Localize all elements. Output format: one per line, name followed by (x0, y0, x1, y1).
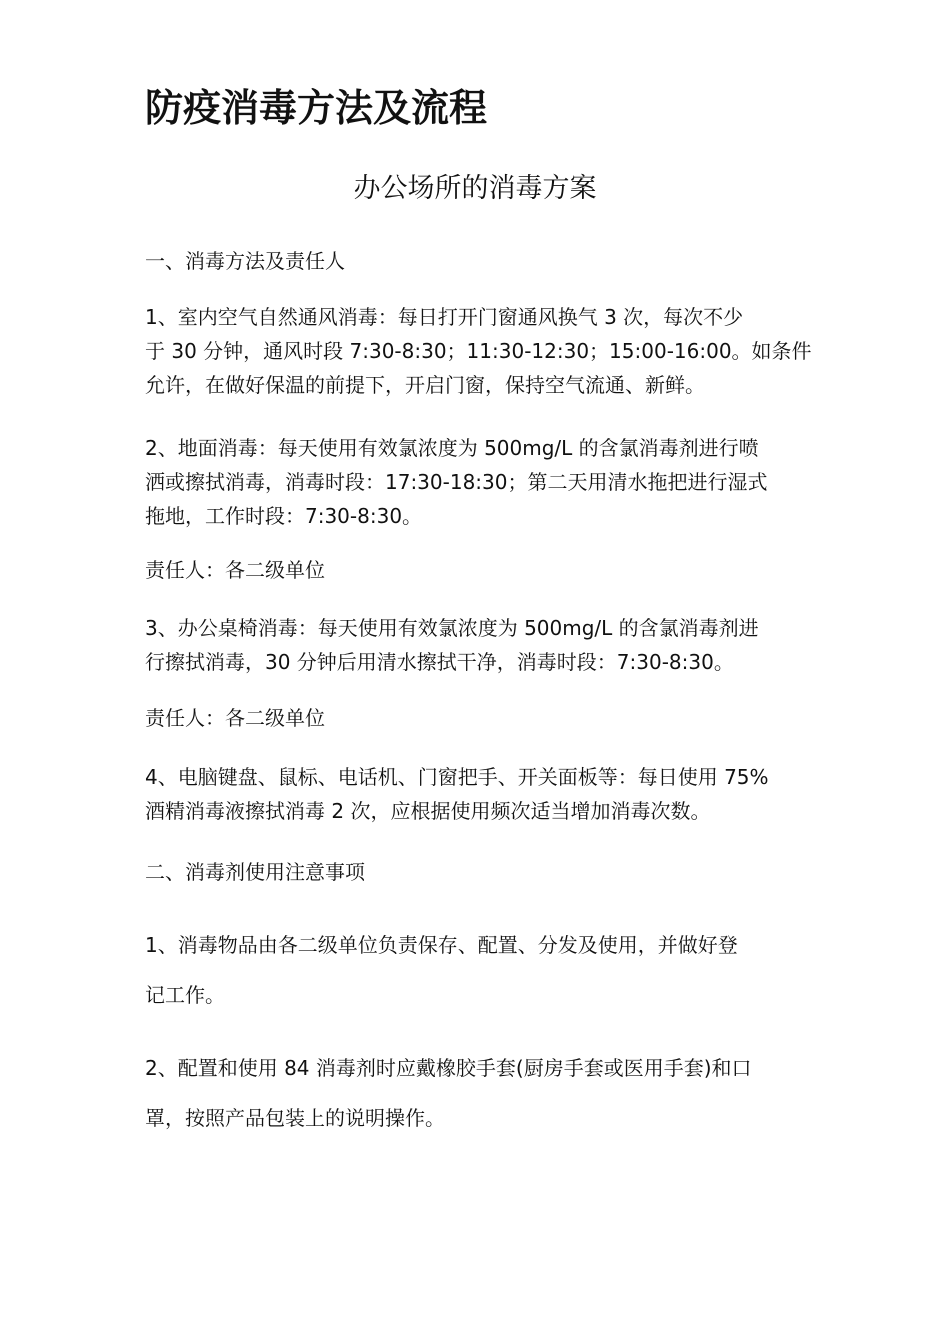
section-1-item-1 (145, 300, 813, 402)
paragraph-line: 2、配置和使用 84 消毒剂时应戴橡胶手套(厨房手套或医用手套)和口 (145, 1056, 752, 1080)
paragraph-line: 4、电脑键盘、鼠标、电话机、门窗把手、开关面板等：每日使用 75% (145, 765, 769, 789)
paragraph-line: 3、办公桌椅消毒：每天使用有效氯浓度为 500mg/L 的含氯消毒剂进 (145, 616, 759, 640)
section-2-item-1 (145, 920, 813, 1020)
section-1-item-4 (145, 760, 813, 828)
paragraph-line: 行擦拭消毒，30 分钟后用清水擦拭干净，消毒时段：7:30-8:30。 (145, 650, 734, 674)
document-title: 防疫消毒方法及流程 (145, 86, 488, 130)
section-2-item-2 (145, 1043, 813, 1143)
paragraph-line: 1、消毒物品由各二级单位负责保存、配置、分发及使用，并做好登 (145, 933, 738, 957)
paragraph-line: 酒精消毒液擦拭消毒 2 次，应根据使用频次适当增加消毒次数。 (145, 799, 711, 823)
paragraph-line: 记工作。 (145, 983, 225, 1007)
paragraph-line: 罩，按照产品包装上的说明操作。 (145, 1106, 445, 1130)
paragraph-line: 2、地面消毒：每天使用有效氯浓度为 500mg/L 的含氯消毒剂进行喷 (145, 436, 759, 460)
paragraph-line: 于 30 分钟，通风时段 7:30-8:30；11:30-12:30；15:00-16:00。如条件 (145, 339, 812, 363)
paragraph-line: 1、室内空气自然通风消毒：每日打开门窗通风换气 3 次，每次不少 (145, 305, 744, 329)
section-2-heading: 二、消毒剂使用注意事项 (145, 860, 365, 884)
responsible-party-b: 责任人：各二级单位 (145, 706, 325, 730)
paragraph-line: 拖地，工作时段：7:30-8:30。 (145, 504, 423, 528)
paragraph-line: 允许，在做好保温的前提下，开启门窗，保持空气流通、新鲜。 (145, 373, 705, 397)
section-1-heading: 一、消毒方法及责任人 (145, 249, 345, 273)
paragraph-line: 洒或擦拭消毒，消毒时段：17:30-18:30；第二天用清水拖把进行湿式 (145, 470, 768, 494)
section-1-item-2 (145, 431, 813, 533)
responsible-party-a: 责任人：各二级单位 (145, 558, 325, 582)
document-subtitle: 办公场所的消毒方案 (353, 173, 597, 204)
section-1-item-3 (145, 611, 813, 679)
